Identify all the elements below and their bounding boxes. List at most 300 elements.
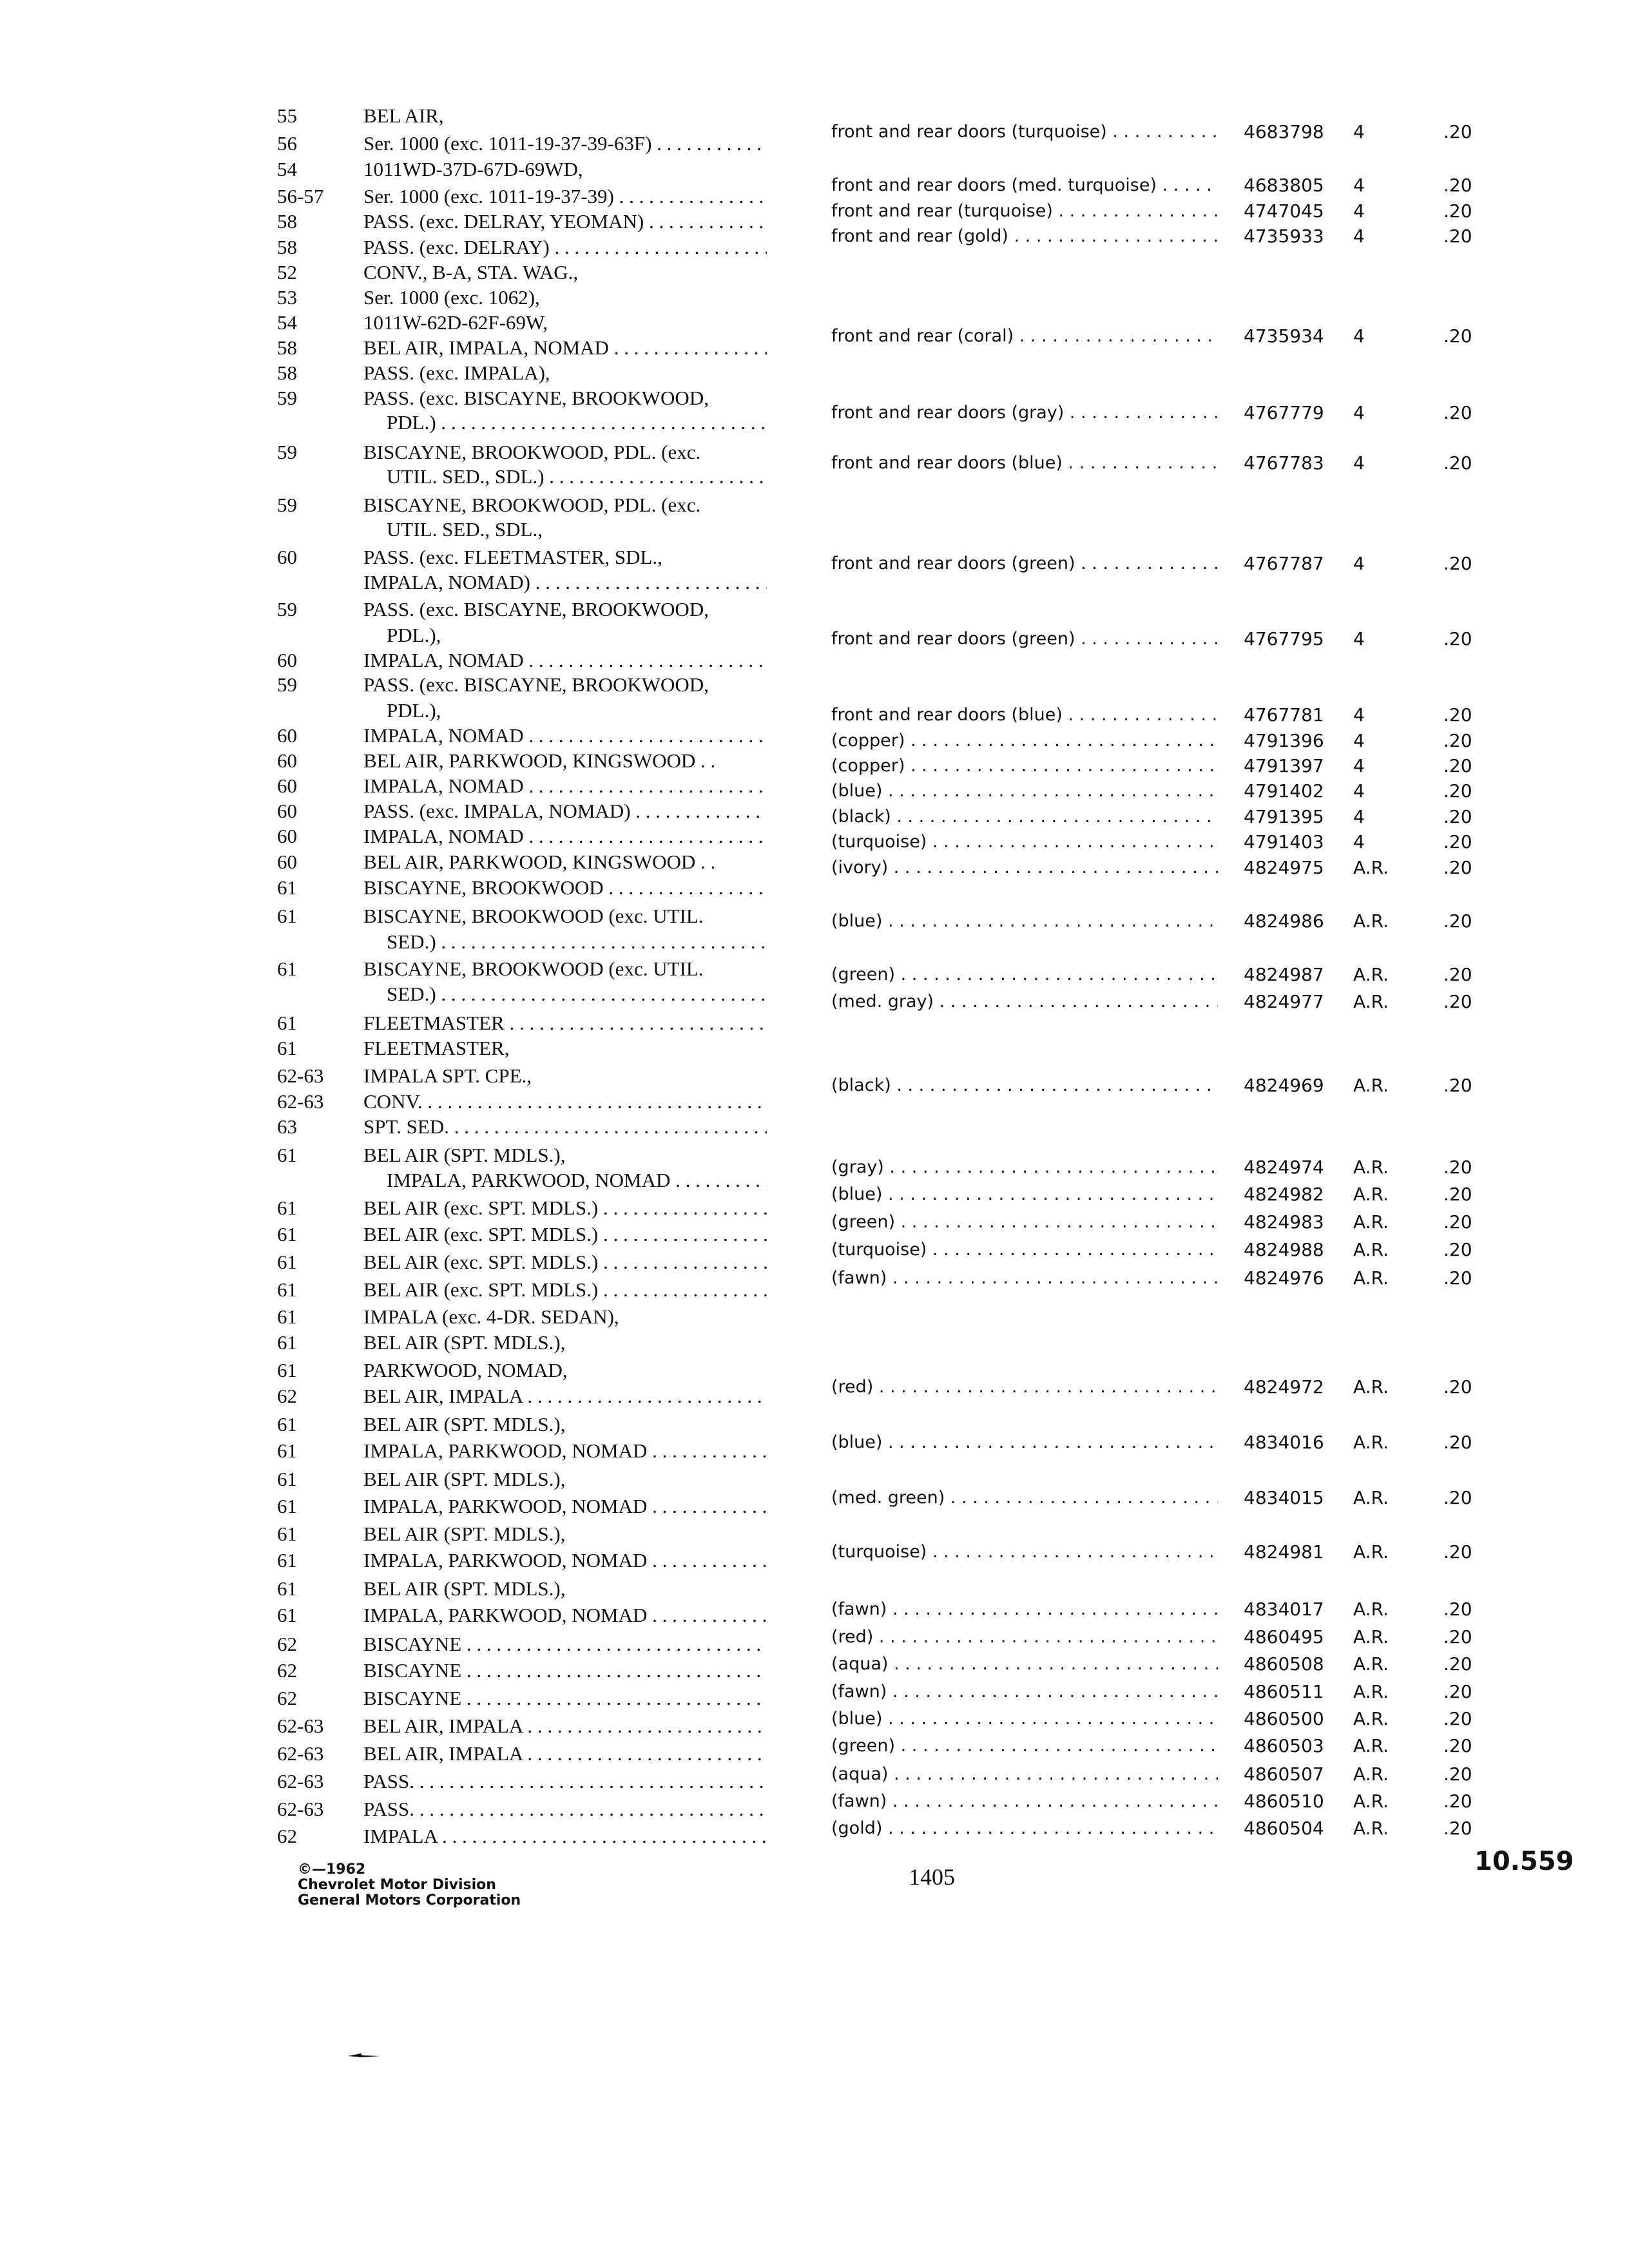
part-number: 4824975 bbox=[1244, 857, 1324, 878]
part-row bbox=[831, 1539, 1579, 1565]
part-description: front and rear (coral) . . . bbox=[831, 323, 1218, 349]
quantity: 4 bbox=[1353, 553, 1365, 574]
part-description: front and rear doors (green) . . . bbox=[831, 626, 1218, 652]
quantity: A.R. bbox=[1353, 1211, 1389, 1233]
application-row bbox=[277, 1631, 767, 1657]
model-year: 55 bbox=[277, 104, 297, 127]
price: .20 bbox=[1443, 1735, 1472, 1756]
model-year: 61 bbox=[277, 1523, 297, 1545]
application-row bbox=[277, 1438, 767, 1464]
price: .20 bbox=[1443, 991, 1472, 1012]
quantity: 4 bbox=[1353, 806, 1365, 827]
part-row bbox=[831, 1651, 1579, 1677]
application-row bbox=[277, 1713, 767, 1739]
model-year: 61 bbox=[277, 957, 297, 980]
part-description: front and rear (gold) . . . bbox=[831, 224, 1218, 249]
part-description: (aqua) . . . bbox=[831, 1651, 1218, 1677]
part-row bbox=[831, 753, 1579, 779]
quantity: A.R. bbox=[1353, 1626, 1389, 1648]
price: .20 bbox=[1443, 780, 1472, 802]
model-year: 61 bbox=[277, 905, 297, 927]
part-row bbox=[831, 908, 1579, 934]
model-year: 61 bbox=[277, 1223, 297, 1245]
quantity: 4 bbox=[1353, 452, 1365, 474]
part-number: 4747045 bbox=[1244, 200, 1324, 222]
model-application: IMPALA, NOMAD . . . bbox=[363, 723, 767, 749]
application-row bbox=[277, 209, 767, 235]
price: .20 bbox=[1443, 1432, 1472, 1453]
price: .20 bbox=[1443, 553, 1472, 574]
price: .20 bbox=[1443, 1681, 1472, 1702]
part-row bbox=[831, 855, 1579, 881]
part-row bbox=[831, 1624, 1579, 1650]
model-application: PDL.), bbox=[387, 624, 441, 646]
application-row bbox=[277, 1412, 767, 1437]
application-row bbox=[277, 492, 767, 518]
application-row bbox=[277, 360, 767, 386]
part-description: (gold) . . . bbox=[831, 1816, 1218, 1841]
application-row bbox=[277, 410, 767, 436]
application-row bbox=[277, 1142, 767, 1168]
application-row bbox=[277, 1114, 767, 1140]
model-year: 61 bbox=[277, 1196, 297, 1219]
part-number: 4860510 bbox=[1244, 1791, 1324, 1812]
application-row bbox=[277, 748, 767, 774]
part-number: 4683805 bbox=[1244, 175, 1324, 196]
model-application: PASS. (exc. BISCAYNE, BROOKWOOD, bbox=[363, 598, 709, 620]
model-application: BEL AIR (SPT. MDLS.), bbox=[363, 1144, 566, 1166]
price: .20 bbox=[1443, 1791, 1472, 1812]
model-application: BEL AIR, IMPALA . . . bbox=[363, 1383, 767, 1409]
part-description: front and rear doors (blue) . . . bbox=[831, 450, 1218, 476]
part-number: 4860511 bbox=[1244, 1681, 1324, 1702]
model-year: 62 bbox=[277, 1385, 297, 1407]
application-row bbox=[277, 1494, 767, 1519]
part-row bbox=[831, 1073, 1579, 1099]
model-year: 61 bbox=[277, 1604, 297, 1626]
part-row bbox=[831, 728, 1579, 754]
price: .20 bbox=[1443, 755, 1472, 776]
quantity: A.R. bbox=[1353, 1599, 1389, 1620]
model-application: IMPALA, NOMAD . . . bbox=[363, 648, 767, 673]
quantity: 4 bbox=[1353, 402, 1365, 423]
model-application: IMPALA SPT. CPE., bbox=[363, 1064, 532, 1087]
application-row bbox=[277, 544, 767, 570]
model-year: 62 bbox=[277, 1633, 297, 1655]
model-year: 62-63 bbox=[277, 1090, 324, 1113]
quantity: A.R. bbox=[1353, 1239, 1389, 1260]
part-number: 4824974 bbox=[1244, 1157, 1324, 1178]
part-description: (blue) . . . bbox=[831, 1182, 1218, 1207]
part-description: (fawn) . . . bbox=[831, 1597, 1218, 1622]
part-description: (turquoise) . . . bbox=[831, 1237, 1218, 1263]
model-application: SED.) . . . bbox=[387, 981, 767, 1007]
model-application: BISCAYNE, BROOKWOOD, PDL. (exc. bbox=[363, 494, 701, 516]
price: .20 bbox=[1443, 1239, 1472, 1260]
quantity: 4 bbox=[1353, 226, 1365, 247]
application-row bbox=[277, 672, 767, 698]
application-row bbox=[277, 1035, 767, 1061]
part-number: 4860504 bbox=[1244, 1818, 1324, 1839]
model-application: SPT. SED. . . . bbox=[363, 1114, 767, 1140]
quantity: A.R. bbox=[1353, 1157, 1389, 1178]
model-application: BEL AIR (exc. SPT. MDLS.) . . . bbox=[363, 1222, 767, 1247]
part-number: 4824981 bbox=[1244, 1541, 1324, 1562]
copyright-line: Chevrolet Motor Division bbox=[298, 1877, 496, 1893]
application-row bbox=[277, 464, 767, 490]
part-number: 4834017 bbox=[1244, 1599, 1324, 1620]
quantity: A.R. bbox=[1353, 1818, 1389, 1839]
application-row bbox=[277, 235, 767, 260]
part-number: 4860500 bbox=[1244, 1708, 1324, 1729]
model-application: BISCAYNE, BROOKWOOD (exc. UTIL. bbox=[363, 905, 704, 927]
application-row bbox=[277, 260, 767, 285]
model-application: BISCAYNE, BROOKWOOD, PDL. (exc. bbox=[363, 441, 701, 463]
model-year: 60 bbox=[277, 850, 297, 873]
quantity: A.R. bbox=[1353, 910, 1389, 932]
model-year: 62-63 bbox=[277, 1770, 324, 1792]
application-row bbox=[277, 597, 767, 622]
model-year: 60 bbox=[277, 825, 297, 847]
part-row bbox=[831, 1789, 1579, 1814]
model-application: PDL.), bbox=[387, 699, 441, 722]
quantity: 4 bbox=[1353, 730, 1365, 751]
price: .20 bbox=[1443, 628, 1472, 649]
part-number: 4834015 bbox=[1244, 1487, 1324, 1508]
application-row bbox=[277, 1168, 767, 1193]
part-row bbox=[831, 1706, 1579, 1732]
part-row bbox=[831, 551, 1579, 577]
quantity: A.R. bbox=[1353, 1791, 1389, 1812]
part-row bbox=[831, 323, 1579, 349]
application-row bbox=[277, 1769, 767, 1794]
model-application: BEL AIR, PARKWOOD, KINGSWOOD . . bbox=[363, 850, 716, 873]
model-year: 58 bbox=[277, 336, 297, 359]
part-description: front and rear doors (green) . . . bbox=[831, 551, 1218, 577]
model-application: BISCAYNE . . . bbox=[363, 1631, 767, 1657]
part-description: (red) . . . bbox=[831, 1624, 1218, 1650]
model-application: IMPALA . . . bbox=[363, 1823, 767, 1849]
price: .20 bbox=[1443, 175, 1472, 196]
application-row bbox=[277, 157, 767, 182]
model-application: IMPALA (exc. 4-DR. SEDAN), bbox=[363, 1305, 619, 1328]
part-row bbox=[831, 1237, 1579, 1263]
price: .20 bbox=[1443, 730, 1472, 751]
model-application: Ser. 1000 (exc. 1062), bbox=[363, 286, 540, 309]
part-number: 4860508 bbox=[1244, 1653, 1324, 1675]
model-year: 59 bbox=[277, 387, 297, 409]
copyright-line: General Motors Corporation bbox=[298, 1892, 521, 1908]
copyright-line: ©—1962 bbox=[298, 1861, 366, 1878]
model-application: BEL AIR, PARKWOOD, KINGSWOOD . . bbox=[363, 749, 716, 772]
model-application: PDL.) . . . bbox=[387, 410, 767, 436]
quantity: 4 bbox=[1353, 325, 1365, 347]
model-application: IMPALA, NOMAD) . . . bbox=[363, 570, 767, 595]
model-year: 62-63 bbox=[277, 1742, 324, 1765]
model-application: PASS. (exc. DELRAY, YEOMAN) . . . bbox=[363, 209, 767, 235]
part-row bbox=[831, 400, 1579, 426]
part-row bbox=[831, 1182, 1579, 1207]
application-row bbox=[277, 1063, 767, 1089]
application-row bbox=[277, 131, 767, 157]
model-year: 60 bbox=[277, 724, 297, 747]
quantity: 4 bbox=[1353, 755, 1365, 776]
model-year: 60 bbox=[277, 649, 297, 671]
model-year: 62-63 bbox=[277, 1798, 324, 1820]
part-row bbox=[831, 778, 1579, 804]
model-application: IMPALA, PARKWOOD, NOMAD . . . bbox=[387, 1168, 767, 1193]
model-application: BEL AIR (SPT. MDLS.), bbox=[363, 1577, 566, 1600]
model-application: IMPALA, PARKWOOD, NOMAD . . . bbox=[363, 1602, 767, 1628]
application-row bbox=[277, 285, 767, 311]
quantity: A.R. bbox=[1353, 1376, 1389, 1398]
price: .20 bbox=[1443, 704, 1472, 726]
model-year: 54 bbox=[277, 311, 297, 334]
model-year: 60 bbox=[277, 749, 297, 772]
price: .20 bbox=[1443, 1541, 1472, 1562]
part-description: front and rear doors (turquoise) . . . bbox=[831, 119, 1218, 145]
price: .20 bbox=[1443, 831, 1472, 852]
part-row bbox=[831, 804, 1579, 830]
price: .20 bbox=[1443, 1184, 1472, 1205]
application-row bbox=[277, 1741, 767, 1767]
part-number: 4824983 bbox=[1244, 1211, 1324, 1233]
model-year: 61 bbox=[277, 1359, 297, 1381]
quantity: A.R. bbox=[1353, 991, 1389, 1012]
model-year: 61 bbox=[277, 1037, 297, 1059]
part-row bbox=[831, 450, 1579, 476]
application-row bbox=[277, 622, 767, 648]
part-description: front and rear doors (gray) . . . bbox=[831, 400, 1218, 426]
quantity: A.R. bbox=[1353, 1487, 1389, 1508]
model-application: FLEETMASTER, bbox=[363, 1037, 510, 1059]
price: .20 bbox=[1443, 402, 1472, 423]
model-year: 58 bbox=[277, 361, 297, 384]
price: .20 bbox=[1443, 200, 1472, 222]
model-year: 61 bbox=[277, 1305, 297, 1328]
model-application: CONV. . . . bbox=[363, 1089, 767, 1115]
model-year: 58 bbox=[277, 236, 297, 258]
quantity: A.R. bbox=[1353, 1184, 1389, 1205]
application-row bbox=[277, 823, 767, 849]
model-year: 62 bbox=[277, 1825, 297, 1847]
model-application: BISCAYNE . . . bbox=[363, 1658, 767, 1684]
part-number: 4683798 bbox=[1244, 121, 1324, 142]
price: .20 bbox=[1443, 1157, 1472, 1178]
application-row bbox=[277, 310, 767, 336]
part-number: 4834016 bbox=[1244, 1432, 1324, 1453]
part-number: 4824977 bbox=[1244, 991, 1324, 1012]
application-row bbox=[277, 1466, 767, 1492]
price: .20 bbox=[1443, 1376, 1472, 1398]
model-application: BEL AIR (exc. SPT. MDLS.) . . . bbox=[363, 1195, 767, 1221]
price: .20 bbox=[1443, 1653, 1472, 1675]
model-year: 61 bbox=[277, 1413, 297, 1436]
model-application: BEL AIR, bbox=[363, 104, 444, 127]
model-application: IMPALA, PARKWOOD, NOMAD . . . bbox=[363, 1494, 767, 1519]
model-year: 61 bbox=[277, 876, 297, 899]
part-description: (green) . . . bbox=[831, 962, 1218, 988]
model-year: 56-57 bbox=[277, 185, 324, 207]
quantity: 4 bbox=[1353, 121, 1365, 142]
price: .20 bbox=[1443, 1626, 1472, 1648]
part-description: (green) . . . bbox=[831, 1733, 1218, 1759]
application-row bbox=[277, 1796, 767, 1822]
application-row bbox=[277, 1548, 767, 1573]
part-row bbox=[831, 829, 1579, 855]
part-description: (copper) . . . bbox=[831, 728, 1218, 754]
part-number: 4767787 bbox=[1244, 553, 1324, 574]
scan-mark bbox=[348, 2052, 380, 2059]
application-row bbox=[277, 184, 767, 209]
model-year: 61 bbox=[277, 1468, 297, 1490]
model-year: 59 bbox=[277, 441, 297, 463]
model-application: PASS. (exc. FLEETMASTER, SDL., bbox=[363, 546, 662, 568]
section-number: 10.559 bbox=[1474, 1847, 1574, 1876]
model-year: 52 bbox=[277, 261, 297, 284]
model-application: BISCAYNE, BROOKWOOD . . . bbox=[363, 875, 767, 901]
part-row bbox=[831, 224, 1579, 249]
part-row bbox=[831, 1679, 1579, 1705]
price: .20 bbox=[1443, 1708, 1472, 1729]
quantity: A.R. bbox=[1353, 1735, 1389, 1756]
model-year: 59 bbox=[277, 598, 297, 620]
application-row bbox=[277, 1089, 767, 1115]
quantity: 4 bbox=[1353, 780, 1365, 802]
application-row bbox=[277, 1330, 767, 1356]
part-number: 4824982 bbox=[1244, 1184, 1324, 1205]
application-row bbox=[277, 1658, 767, 1684]
part-description: (med. gray) . . . bbox=[831, 989, 1218, 1015]
application-row bbox=[277, 1277, 767, 1303]
part-description: front and rear doors (blue) . . . bbox=[831, 702, 1218, 728]
part-description: (turquoise) . . . bbox=[831, 829, 1218, 855]
part-description: (turquoise) . . . bbox=[831, 1539, 1218, 1565]
part-description: (blue) . . . bbox=[831, 778, 1218, 804]
part-description: (blue) . . . bbox=[831, 1706, 1218, 1732]
model-year: 61 bbox=[277, 1278, 297, 1301]
model-year: 63 bbox=[277, 1115, 297, 1138]
part-number: 4824972 bbox=[1244, 1376, 1324, 1398]
model-year: 58 bbox=[277, 210, 297, 233]
part-description: (ivory) . . . bbox=[831, 855, 1218, 881]
model-application: BEL AIR (SPT. MDLS.), bbox=[363, 1413, 566, 1436]
part-row bbox=[831, 962, 1579, 988]
model-application: PARKWOOD, NOMAD, bbox=[363, 1359, 568, 1381]
model-year: 61 bbox=[277, 1439, 297, 1462]
price: .20 bbox=[1443, 325, 1472, 347]
part-description: (black) . . . bbox=[831, 1073, 1218, 1099]
model-application: BEL AIR, IMPALA . . . bbox=[363, 1713, 767, 1739]
application-row bbox=[277, 1249, 767, 1275]
part-row bbox=[831, 1430, 1579, 1456]
quantity: A.R. bbox=[1353, 857, 1389, 878]
application-row bbox=[277, 929, 767, 955]
part-number: 4860495 bbox=[1244, 1626, 1324, 1648]
model-year: 61 bbox=[277, 1144, 297, 1166]
part-number: 4791396 bbox=[1244, 730, 1324, 751]
part-description: (gray) . . . bbox=[831, 1155, 1218, 1180]
model-year: 53 bbox=[277, 286, 297, 309]
model-application: IMPALA, PARKWOOD, NOMAD . . . bbox=[363, 1438, 767, 1464]
model-application: BEL AIR (exc. SPT. MDLS.) . . . bbox=[363, 1277, 767, 1303]
quantity: A.R. bbox=[1353, 1763, 1389, 1785]
model-application: UTIL. SED., SDL., bbox=[387, 518, 543, 541]
model-application: UTIL. SED., SDL.) . . . bbox=[387, 464, 767, 490]
price: .20 bbox=[1443, 1267, 1472, 1289]
application-row bbox=[277, 1823, 767, 1849]
model-year: 60 bbox=[277, 800, 297, 822]
quantity: 4 bbox=[1353, 175, 1365, 196]
quantity: A.R. bbox=[1353, 1653, 1389, 1675]
part-number: 4824969 bbox=[1244, 1075, 1324, 1096]
quantity: 4 bbox=[1353, 628, 1365, 649]
price: .20 bbox=[1443, 1075, 1472, 1096]
model-application: Ser. 1000 (exc. 1011-19-37-39-63F) . . . bbox=[363, 131, 767, 157]
model-year: 62 bbox=[277, 1687, 297, 1709]
application-row bbox=[277, 698, 767, 724]
model-year: 61 bbox=[277, 1549, 297, 1571]
quantity: A.R. bbox=[1353, 1541, 1389, 1562]
copyright-notice bbox=[298, 1862, 521, 1908]
price: .20 bbox=[1443, 857, 1472, 878]
application-row bbox=[277, 385, 767, 411]
model-year: 61 bbox=[277, 1495, 297, 1517]
application-row bbox=[277, 798, 767, 824]
quantity: 4 bbox=[1353, 200, 1365, 222]
quantity: 4 bbox=[1353, 704, 1365, 726]
part-number: 4767781 bbox=[1244, 704, 1324, 726]
part-number: 4791403 bbox=[1244, 831, 1324, 852]
part-description: (fawn) . . . bbox=[831, 1789, 1218, 1814]
application-row bbox=[277, 517, 767, 543]
model-year: 61 bbox=[277, 1577, 297, 1600]
model-application: PASS. (exc. IMPALA), bbox=[363, 361, 550, 384]
application-row bbox=[277, 1010, 767, 1036]
part-number: 4824976 bbox=[1244, 1267, 1324, 1289]
part-description: (red) . . . bbox=[831, 1374, 1218, 1400]
part-row bbox=[831, 1209, 1579, 1235]
part-description: front and rear doors (med. turquoise) . . . bbox=[831, 173, 1218, 198]
model-year: 62-63 bbox=[277, 1715, 324, 1737]
application-row bbox=[277, 1521, 767, 1547]
model-application: BEL AIR, IMPALA, NOMAD . . . bbox=[363, 335, 767, 361]
price: .20 bbox=[1443, 226, 1472, 247]
application-row bbox=[277, 103, 767, 129]
part-row bbox=[831, 198, 1579, 224]
quantity: A.R. bbox=[1353, 964, 1389, 985]
part-description: (blue) . . . bbox=[831, 908, 1218, 934]
application-row bbox=[277, 1576, 767, 1602]
price: .20 bbox=[1443, 910, 1472, 932]
part-description: (aqua) . . . bbox=[831, 1762, 1218, 1787]
model-application: PASS. . . . bbox=[363, 1796, 767, 1822]
price: .20 bbox=[1443, 452, 1472, 474]
part-row bbox=[831, 1485, 1579, 1511]
part-description: (green) . . . bbox=[831, 1209, 1218, 1235]
model-year: 60 bbox=[277, 774, 297, 797]
price: .20 bbox=[1443, 1487, 1472, 1508]
part-number: 4791395 bbox=[1244, 806, 1324, 827]
model-application: CONV., B-A, STA. WAG., bbox=[363, 261, 579, 284]
model-application: PASS. (exc. BISCAYNE, BROOKWOOD, bbox=[363, 673, 709, 696]
page-number: 1405 bbox=[909, 1864, 955, 1890]
model-application: Ser. 1000 (exc. 1011-19-37-39) . . . bbox=[363, 184, 767, 209]
application-row bbox=[277, 981, 767, 1007]
part-number: 4791402 bbox=[1244, 780, 1324, 802]
price: .20 bbox=[1443, 121, 1472, 142]
application-row bbox=[277, 1195, 767, 1221]
